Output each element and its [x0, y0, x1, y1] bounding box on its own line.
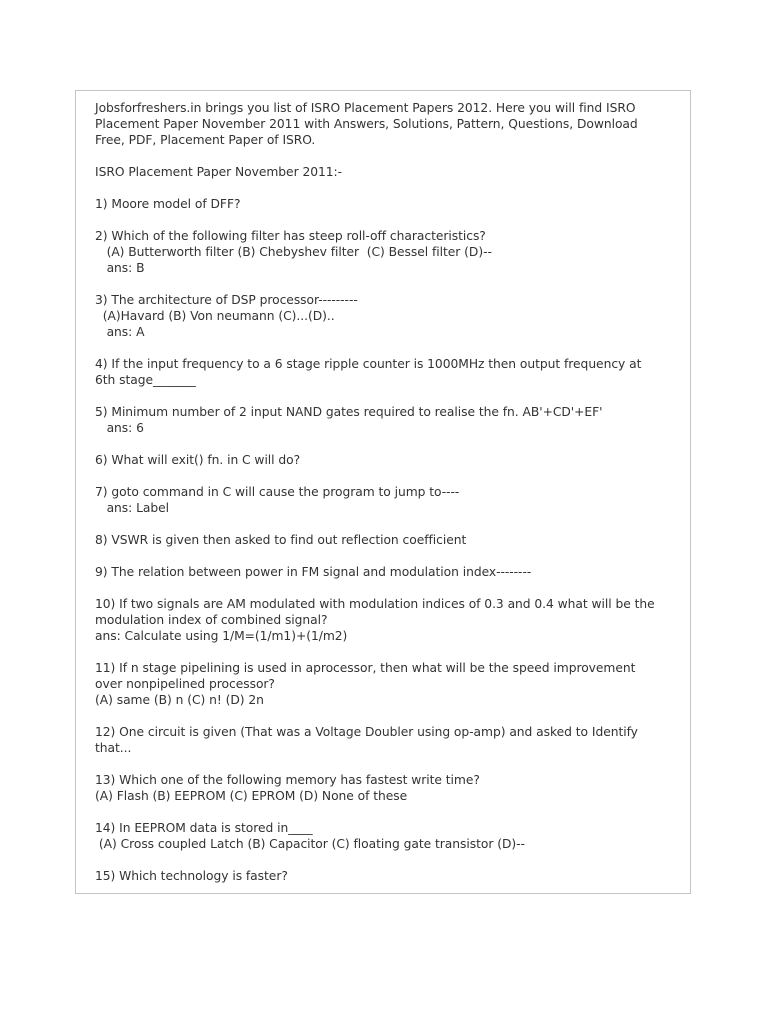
question-line: 13) Which one of the following memory has fastest write time?: [95, 773, 480, 787]
question-item: [95, 772, 672, 804]
question-line: 15) Which technology is faster?: [95, 869, 288, 883]
question-line: 8) VSWR is given then asked to find out reflection coefficient: [95, 533, 467, 547]
question-line: ans: A: [95, 325, 145, 339]
question-line: (A) same (B) n (C) n! (D) 2n: [95, 693, 264, 707]
question-line: 3) The architecture of DSP processor---------: [95, 293, 358, 307]
intro-line: Jobsforfreshers.in brings you list of ISRO Placement Papers 2012. Here you will find ISRO: [95, 101, 636, 115]
question-item: [95, 660, 672, 708]
question-item: [95, 452, 672, 468]
question-line: 6) What will exit() fn. in C will do?: [95, 453, 301, 467]
question-line: over nonpipelined processor?: [95, 677, 275, 691]
question-item: [95, 196, 672, 212]
question-line: ans: B: [95, 261, 145, 275]
question-line: 10) If two signals are AM modulated with modulation indices of 0.3 and 0.4 what will be the: [95, 597, 655, 611]
question-line: 1) Moore model of DFF?: [95, 197, 241, 211]
question-line: (A) Flash (B) EEPROM (C) EPROM (D) None of these: [95, 789, 408, 803]
question-line: that...: [95, 741, 132, 755]
question-item: [95, 820, 672, 852]
question-item: [95, 564, 672, 580]
question-line: 6th stage_______: [95, 373, 196, 387]
question-item: [95, 868, 672, 884]
question-line: ans: 6: [95, 421, 144, 435]
intro-paragraph: [95, 100, 672, 148]
question-line: 4) If the input frequency to a 6 stage ripple counter is 1000MHz then output frequency at: [95, 357, 642, 371]
question-line: 2) Which of the following filter has steep roll-off characteristics?: [95, 229, 486, 243]
question-line: 12) One circuit is given (That was a Voltage Doubler using op-amp) and asked to Identify: [95, 725, 638, 739]
question-line: modulation index of combined signal?: [95, 613, 328, 627]
intro-line: Placement Paper November 2011 with Answers, Solutions, Pattern, Questions, Download: [95, 117, 638, 131]
question-line: (A)Havard (B) Von neumann (C)...(D)..: [95, 309, 335, 323]
document-page: [75, 90, 691, 894]
intro-line: Free, PDF, Placement Paper of ISRO.: [95, 133, 316, 147]
question-line: 7) goto command in C will cause the program to jump to----: [95, 485, 460, 499]
question-line: 5) Minimum number of 2 input NAND gates required to realise the fn. AB'+CD'+EF': [95, 405, 603, 419]
question-item: [95, 404, 672, 436]
question-item: [95, 724, 672, 756]
question-line: (A) Butterworth filter (B) Chebyshev filter (C) Bessel filter (D)--: [95, 245, 492, 259]
question-line: 9) The relation between power in FM signal and modulation index--------: [95, 565, 532, 579]
heading-text: ISRO Placement Paper November 2011:-: [95, 165, 343, 179]
question-item: [95, 292, 672, 340]
question-line: (A) Cross coupled Latch (B) Capacitor (C) floating gate transistor (D)--: [95, 837, 525, 851]
paper-heading: [95, 164, 672, 180]
question-line: 14) In EEPROM data is stored in____: [95, 821, 313, 835]
question-item: [95, 532, 672, 548]
question-line: ans: Calculate using 1/M=(1/m1)+(1/m2): [95, 629, 348, 643]
question-item: [95, 228, 672, 276]
question-item: [95, 356, 672, 388]
question-list: [95, 196, 672, 884]
question-item: [95, 484, 672, 516]
question-item: [95, 596, 672, 644]
question-line: ans: Label: [95, 501, 170, 515]
question-line: 11) If n stage pipelining is used in aprocessor, then what will be the speed improvement: [95, 661, 636, 675]
